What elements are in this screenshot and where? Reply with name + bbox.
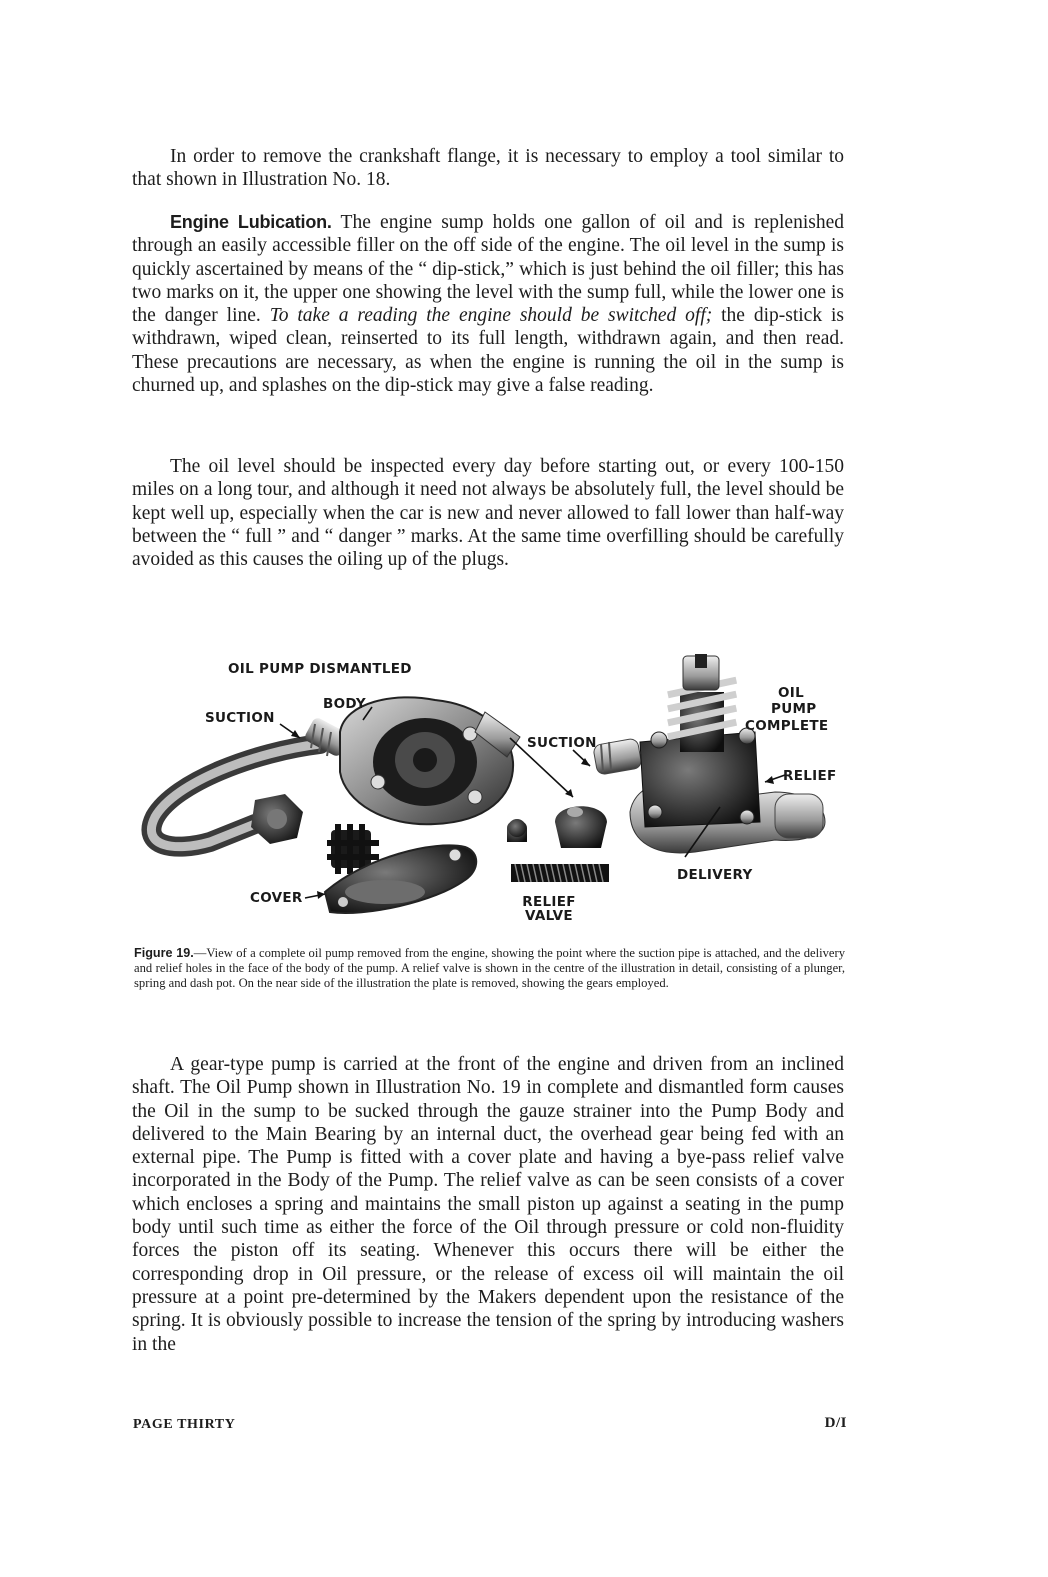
paragraph-crankshaft-flange: In order to remove the crankshaft flange, it is necessary to employ a tool similar to that shown in Illustration No. 18. bbox=[132, 146, 844, 191]
label-cover: COVER bbox=[250, 890, 303, 906]
label-relief-valve-line2: VALVE bbox=[525, 908, 573, 924]
relief-spring bbox=[511, 864, 609, 882]
paragraph-oil-level: The oil level should be inspected every day before starting out, or every 100-150 miles on a long tour, and although it need not always be absolutely full, the level should be kept well up, especially when the car is new and never allowed to fall lower than half-way between the “ full ” and “ danger ” marks. At the same time overfilling should be carefully avoided as this causes the oiling up of the plugs. bbox=[132, 456, 844, 571]
paragraph-engine-lubrication bbox=[132, 211, 844, 397]
figure-caption-text: —View of a complete oil pump removed from the engine, showing the point where the suction pipe is attached, and the delivery and relief holes in the face of the body of the pump. A relief valve is shown in the centre of the illustration in detail, consisting of a plunger, spring and dash pot. On the near side of the illustration the plate is removed, showing the gears employed. bbox=[134, 946, 845, 990]
figure-caption bbox=[134, 946, 845, 990]
oil-pump-figure bbox=[135, 652, 845, 934]
paragraph-gear-type-pump: A gear-type pump is carried at the front of the engine and driven from an inclined shaft. The Oil Pump shown in Illustration No. 19 in complete and dismantled form causes the Oil in the sump to be sucked through the gauze strainer into the Pump Body and delivered to the Main Bearing by an internal duct, the overhead gear being fed with an external pipe. The Pump is fitted with a cover plate and having a bye-pass relief valve incorporated in the Body of the Pump. The relief valve as can be seen consists of a cover which encloses a spring and maintains the small piston up against a seating in the pump body until such time as either the force of the Oil through pressure or cold non-fluidity forces the piston off its seating. Whenever this occurs there will be either the corresponding drop in Oil pressure, or the release of excess oil will maintain the oil pressure at a point pre-determined by the Makers dependent upon the resistance of the spring. It is obviously possible to increase the tension of the spring by introducing washers in the bbox=[132, 1054, 844, 1355]
label-pump: PUMP bbox=[771, 701, 817, 717]
paragraph-text: the dip-stick is withdrawn, wiped clean, reinserted to its full length, withdrawn again, and then read. These precautions are necessary, as when the engine is running the oil in the sump is churned up, and splashes on the dip-stick may give a false reading. bbox=[132, 305, 844, 397]
section-heading: Engine Lubication. bbox=[170, 212, 332, 232]
page-number: PAGE THIRTY bbox=[133, 1417, 236, 1432]
section-code: D/I bbox=[824, 1415, 847, 1431]
label-body: BODY bbox=[323, 696, 366, 712]
paragraph-italic-text: To take a reading the engine should be switched off; bbox=[269, 305, 713, 327]
label-relief: RELIEF bbox=[783, 768, 837, 784]
relief-valve-parts bbox=[507, 806, 609, 882]
label-relief-valve-line1: RELIEF bbox=[522, 894, 576, 910]
figure-caption-title: Figure 19. bbox=[134, 946, 194, 960]
label-oil-pump-dismantled: OIL PUMP DISMANTLED bbox=[228, 661, 412, 677]
label-delivery: DELIVERY bbox=[677, 867, 753, 883]
label-oil: OIL bbox=[777, 685, 804, 701]
label-complete: COMPLETE bbox=[745, 718, 829, 734]
oil-pump-illustration bbox=[135, 652, 845, 934]
paragraph-text: The engine sump holds one gallon of oil and is replenished through an easily accessible filler on the off side of the engine. The oil level in the sump is quickly ascertained by means of the “ dip-stick,” which is just behind the oil filler; this has two marks on it, the upper one showing the level with the sump full, while the lower one is the danger line. bbox=[132, 212, 844, 327]
pump-body bbox=[340, 697, 520, 824]
label-suction-middle: SUCTION bbox=[527, 735, 597, 751]
label-suction-left: SUCTION bbox=[205, 710, 275, 726]
